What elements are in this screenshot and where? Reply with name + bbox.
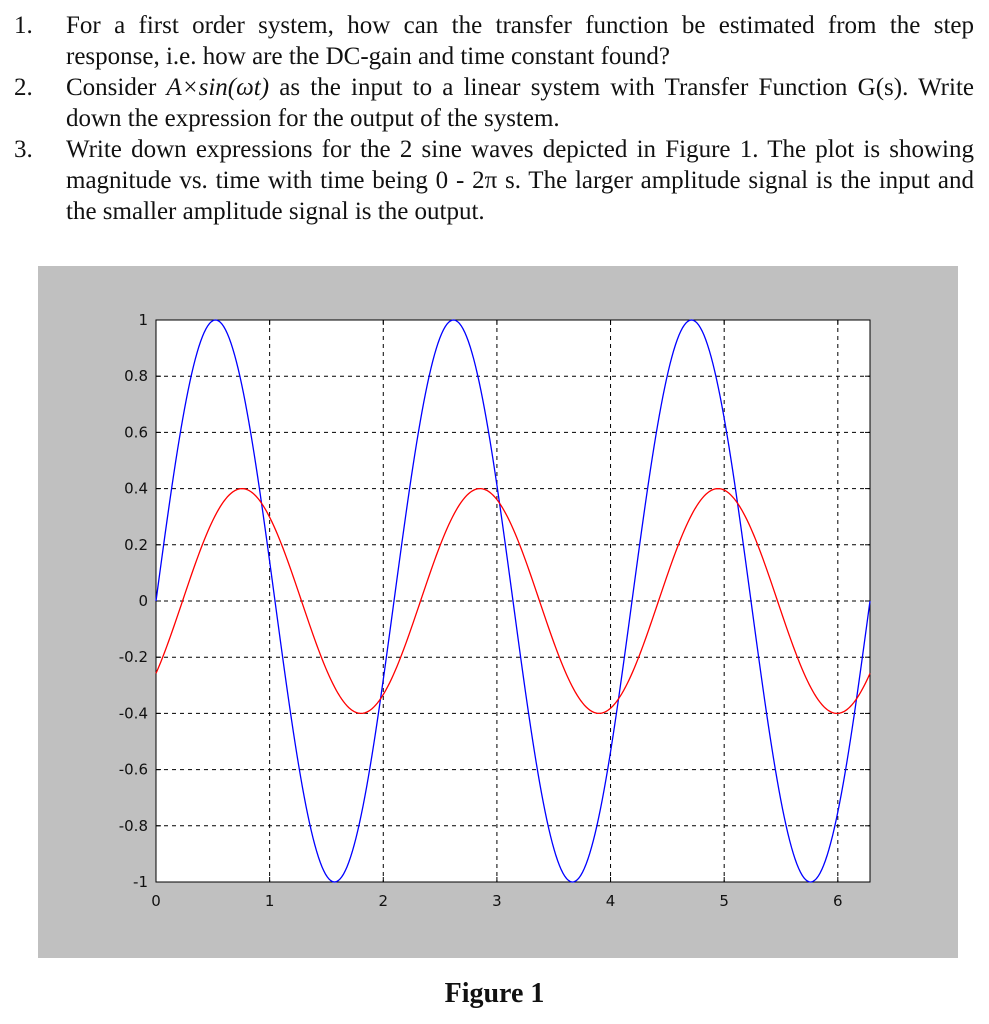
question-3 [14, 134, 974, 227]
y-tick-label: -0.2 [118, 648, 148, 667]
y-tick-label: -0.4 [118, 704, 148, 723]
figure-caption: Figure 1 [444, 978, 545, 1009]
math-expression: A×sin(ωt) [166, 74, 270, 101]
question-1 [14, 10, 974, 72]
x-tick-label: 1 [264, 892, 275, 910]
x-tick-label: 5 [719, 892, 729, 910]
x-tick-label: 6 [833, 892, 843, 910]
question-text-after: as the input to a linear system with Transfer Function G(s). Write down the expression for the output of the system. [66, 74, 974, 132]
question-text: Write down expressions for the 2 sine waves depicted in Figure 1. The plot is showing magnitude vs. time with time being 0 - 2π s. The larger amplitude signal is the input and the smaller amplitude signal is the output. [66, 136, 974, 225]
y-tick-label: 0.4 [124, 479, 148, 498]
question-text-before: Consider [66, 74, 167, 101]
sine-wave-chart [38, 266, 958, 958]
x-tick-label: 0 [151, 892, 161, 910]
y-tick-label: 1 [138, 311, 148, 329]
question-text: For a first order system, how can the transfer function be estimated from the step response, i.e. how are the DC-gain and time constant found? [66, 12, 974, 70]
figure-panel [38, 266, 958, 958]
y-tick-label: 0.8 [124, 367, 148, 386]
x-tick-label: 3 [492, 892, 502, 910]
y-tick-label: 0.6 [124, 423, 148, 442]
question-2 [14, 72, 974, 134]
question-number: 2. [14, 74, 33, 101]
x-tick-label: 4 [605, 892, 616, 910]
y-tick-label: -1 [133, 873, 148, 891]
y-tick-label: 0.2 [124, 535, 148, 554]
y-tick-label: -0.8 [118, 816, 148, 835]
x-tick-label: 2 [378, 892, 389, 910]
question-list [14, 10, 974, 227]
question-number: 3. [14, 136, 33, 163]
y-tick-label: -0.6 [118, 760, 148, 779]
y-tick-label: 0 [138, 592, 148, 610]
question-number: 1. [14, 12, 33, 39]
